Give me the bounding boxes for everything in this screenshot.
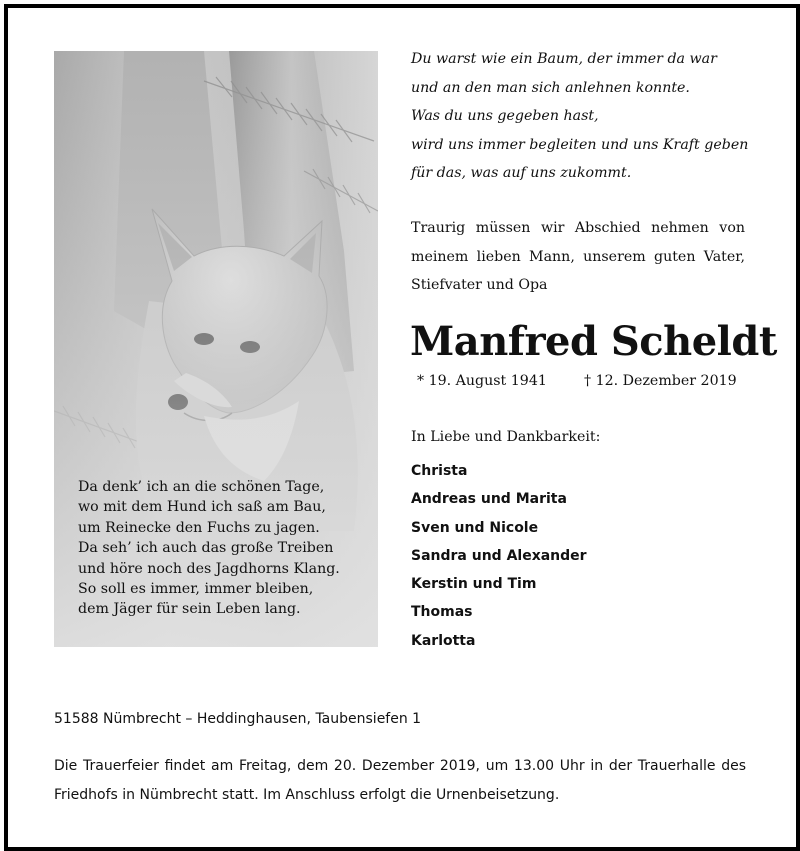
poem-line: Da denk’ ich an die schönen Tage,	[78, 479, 325, 495]
quote-line: Was du uns gegeben hast,	[411, 108, 599, 124]
quote-line: wird uns immer begleiten und uns Kraft geben	[411, 136, 749, 153]
poem-line: Da seh’ ich auch das große Treiben	[78, 540, 334, 557]
fox-photo	[54, 51, 378, 647]
birth-date: * 19. August 1941	[417, 373, 547, 389]
poem-line: So soll es immer, immer bleiben,	[78, 581, 314, 598]
poem-line: wo mit dem Hund ich saß am Bau,	[78, 499, 326, 516]
poem-line: und höre noch des Jagdhorns Klang.	[78, 560, 340, 577]
hunting-poem	[78, 477, 368, 620]
list-item: Christa	[411, 463, 468, 479]
poem-line: dem Jäger für sein Leben lang.	[78, 601, 301, 618]
family-address: 51588 Nümbrecht – Heddinghausen, Taubensiefen 1	[54, 711, 422, 727]
list-item: Karlotta	[411, 632, 476, 649]
family-list	[411, 457, 587, 655]
death-date: † 12. Dezember 2019	[584, 373, 737, 389]
quote-line: und an den man sich anlehnen konnte.	[411, 79, 690, 96]
list-item: Thomas	[411, 604, 473, 621]
list-item: Kerstin und Tim	[411, 576, 537, 593]
list-item: Sandra und Alexander	[411, 547, 587, 564]
quote-line: Du warst wie ein Baum, der immer da war	[411, 51, 717, 67]
list-item: Andreas und Marita	[411, 491, 567, 508]
list-item: Sven und Nicole	[411, 519, 539, 536]
memorial-quote	[411, 45, 756, 188]
funeral-info: Die Trauerfeier findet am Freitag, dem 20. Dezember 2019, um 13.00 Uhr in der Trauerhalle des Friedhofs in Nümbrecht statt. Im Anschluss erfolgt die Urnenbeisetzung.	[54, 758, 746, 803]
farewell-intro: Traurig müssen wir Abschied nehmen von meinem lieben Mann, unserem guten Vater, Stiefvater und Opa	[411, 220, 745, 293]
poem-line: um Reinecke den Fuchs zu jagen.	[78, 519, 320, 536]
deceased-name: Manfred Scheldt	[410, 318, 777, 365]
thanks-label: In Liebe und Dankbarkeit:	[411, 429, 601, 445]
quote-line: für das, was auf uns zukommt.	[411, 165, 632, 181]
